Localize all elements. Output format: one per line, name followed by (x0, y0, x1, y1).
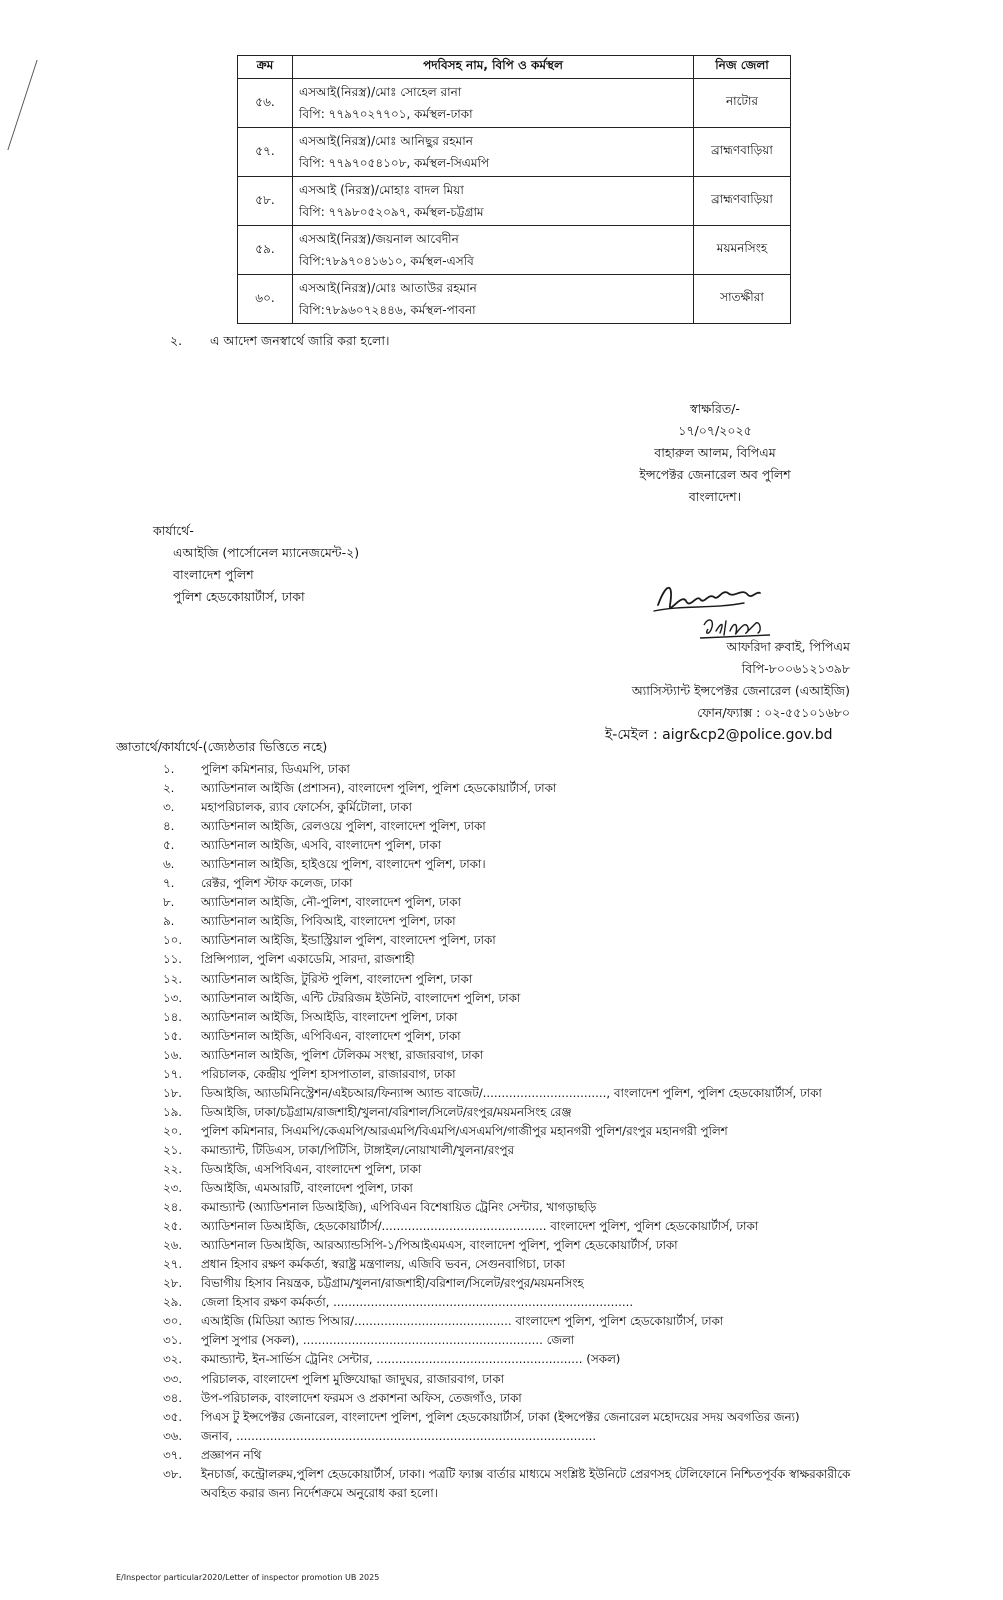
list-item-text: পুলিশ কমিশনার, ডিএমপি, ঢাকা (201, 762, 350, 776)
action-line: পুলিশ হেডকোয়ার্টার্স, ঢাকা (173, 589, 305, 604)
list-item-number: ২৮. (163, 1276, 183, 1291)
list-item-number: ৩. (163, 800, 175, 815)
row-serial: ৫৯. (238, 226, 293, 275)
list-item-number: ৩৩. (163, 1371, 183, 1386)
list-item (163, 1236, 881, 1255)
list-item-number: ৩৮. (163, 1466, 183, 1481)
signatory-name: বাহারুল আলম, বিপিএম (654, 445, 776, 460)
officer-designation: অ্যাসিস্ট্যান্ট ইন্সপেক্টর জেনারেল (এআইজি) (631, 683, 850, 698)
list-item (163, 1408, 881, 1427)
list-item-number: ১১. (163, 952, 183, 967)
table-row (238, 128, 791, 177)
list-item-number: ৮. (163, 895, 175, 910)
list-item (163, 1370, 881, 1389)
officer-bp: বিপি-৮০০৬১২১৩৯৮ (741, 661, 850, 676)
list-item-number: ১৩. (163, 990, 183, 1005)
list-item-number: ২৭. (163, 1257, 183, 1272)
promotion-table-container (237, 55, 791, 324)
signatory-country: বাংলাদেশ। (688, 489, 742, 504)
list-item-number: ২৪. (163, 1200, 183, 1215)
row-name: এসআই(নিরস্ত্র)/মোঃ আনিছুর রহমান (299, 134, 473, 148)
list-item (163, 989, 881, 1008)
table-row (238, 226, 791, 275)
list-item (163, 1198, 881, 1217)
list-item-text: অ্যাডিশনাল আইজি, নৌ-পুলিশ, বাংলাদেশ পুলিশ, ঢাকা (201, 895, 461, 910)
list-item-number: ৩৬. (163, 1428, 183, 1443)
list-item-number: ১৯. (163, 1104, 183, 1119)
row-name: এসআই (নিরস্ত্র)/মোহাঃ বাদল মিয়া (299, 183, 464, 197)
list-item-text: ডিআইজি, এসপিবিএন, বাংলাদেশ পুলিশ, ঢাকা (201, 1161, 422, 1176)
list-item-text: জনাব, ................................................................................................ (201, 1428, 597, 1443)
promotion-table (237, 55, 791, 324)
list-item (163, 912, 881, 931)
list-item-number: ২৯. (163, 1295, 183, 1310)
row-bp: বিপি:৭৮৯৭০৪১৬১০, কর্মস্থল-এসবি (299, 254, 474, 268)
list-item (163, 1446, 881, 1465)
list-item-text: পরিচালক, কেন্দ্রীয় পুলিশ হাসপাতাল, রাজারবাগ, ঢাকা (201, 1066, 456, 1081)
list-item-text: পিএস টু ইন্সপেক্টর জেনারেল, বাংলাদেশ পুলিশ, পুলিশ হেডকোয়ার্টার্স, ঢাকা (ইন্সপেক্টর জেনারেল মহোদয়ের সদয় অবগতির জন্য) (201, 1409, 800, 1424)
list-item (163, 1046, 881, 1065)
header-district: নিজ জেলা (694, 56, 791, 79)
list-item-text: অ্যাডিশনাল আইজি, সিআইডি, বাংলাদেশ পুলিশ, ঢাকা (201, 1009, 458, 1024)
row-district: ব্রাহ্মণবাড়িয়া (694, 128, 791, 177)
row-name-cell (293, 275, 694, 324)
handwritten-signature (652, 575, 802, 643)
row-district: সাতক্ষীরা (694, 275, 791, 324)
row-bp: বিপি:৭৮৯৬০৭২৪৪৬, কর্মস্থল-পাবনা (299, 303, 476, 317)
list-item (163, 1274, 881, 1293)
list-item (163, 1217, 881, 1236)
signed-marker: স্বাক্ষরিত/- (690, 401, 740, 416)
list-item-number: ৭. (163, 876, 175, 891)
header-serial: ক্রম (238, 56, 293, 79)
row-bp: বিপি: ৭৭৯৭০৫৪১০৮, কর্মস্থল-সিএমপি (299, 156, 490, 170)
row-serial: ৫৭. (238, 128, 293, 177)
list-item-number: ১৭. (163, 1066, 183, 1081)
list-item-text: পরিচালক, বাংলাদেশ পুলিশ মুক্তিযোদ্ধা জাদুঘর, রাজারবাগ, ঢাকা (201, 1371, 505, 1386)
distribution-heading: জ্ঞাতার্থে/কার্যার্থে-(জ্যেষ্ঠতার ভিত্তিতে নহে) (116, 739, 328, 754)
aig-officer-block (600, 636, 890, 746)
list-item-text: কমান্ড্যান্ট, টিডিএস, ঢাকা/পিটিসি, টাঙ্গাইল/নোয়াখালী/খুলনা/রংপুর (201, 1142, 514, 1157)
list-item-text: ডিআইজি, এমআরটি, বাংলাদেশ পুলিশ, ঢাকা (201, 1181, 413, 1196)
list-item-number: ৩০. (163, 1314, 183, 1329)
list-item-number: ১. (163, 762, 175, 776)
list-item (163, 817, 881, 836)
table-header-row (238, 56, 791, 79)
list-item (163, 1293, 881, 1312)
list-item-text: অ্যাডিশনাল আইজি, ইন্ডাস্ট্রিয়াল পুলিশ, বাংলাদেশ পুলিশ, ঢাকা (201, 933, 496, 948)
list-item-number: ১৫. (163, 1028, 183, 1043)
table-row (238, 177, 791, 226)
row-name: এসআই(নিরস্ত্র)/মোঃ আতাউর রহমান (299, 281, 477, 295)
signed-date: ১৭/০৭/২০২৫ (678, 423, 752, 438)
row-serial: ৬০. (238, 275, 293, 324)
list-item-text: অ্যাডিশনাল আইজি, রেলওয়ে পুলিশ, বাংলাদেশ পুলিশ, ঢাকা (201, 819, 486, 834)
action-label: কার্যার্থে- (153, 523, 194, 538)
officer-email: ই-মেইল : aigr&cp2@police.gov.bd (605, 727, 833, 743)
table-row (238, 275, 791, 324)
list-item-text: প্রধান হিসাব রক্ষণ কর্মকর্তা, স্বরাষ্ট্র মন্ত্রণালয়, এজিবি ভবন, সেগুনবাগিচা, ঢাকা (201, 1257, 566, 1272)
list-item (163, 1179, 881, 1198)
row-name-cell (293, 177, 694, 226)
list-item-text: অ্যাডিশনাল আইজি, পিবিআই, বাংলাদেশ পুলিশ, ঢাকা (201, 914, 456, 929)
list-item (163, 760, 881, 779)
list-item (163, 970, 881, 989)
list-item-text: ইনচার্জ, কন্ট্রোলরুম,পুলিশ হেডকোয়ার্টার্স, ঢাকা। পত্রটি ফ্যাক্স বার্তার মাধ্যমে সংশ্লিষ্ট ইউনিটে প্রেরণসহ টেলিফোনে নিশ্চিতপূর্বক স্বাক্ষরকারীকে অবহিত করার জন্য নির্দেশক্রমে অনুরোধ করা হলো। (201, 1466, 851, 1500)
action-recipient-block (153, 520, 359, 608)
list-item (163, 1312, 881, 1331)
list-item-text: কমান্ড্যান্ট (অ্যাডিশনাল ডিআইজি), এপিবিএন বিশেষায়িত ট্রেনিং সেন্টার, খাগড়াছড়ি (201, 1200, 597, 1215)
header-name: পদবিসহ নাম, বিপি ও কর্মস্থল (293, 56, 694, 79)
list-item (163, 950, 881, 969)
list-item-text: জেলা হিসাব রক্ষণ কর্মকর্তা, ................................................................................ (201, 1295, 634, 1310)
list-item-text: অ্যাডিশনাল আইজি, হাইওয়ে পুলিশ, বাংলাদেশ পুলিশ, ঢাকা। (201, 857, 486, 872)
list-item (163, 779, 881, 798)
list-item-number: ৫. (163, 838, 175, 853)
list-item-text: মহাপরিচালক, র‍্যাব ফোর্সেস, কুর্মিটোলা, ঢাকা (201, 800, 412, 815)
officer-phone: ফোন/ফ্যাক্স : ০২-৫৫১০১৬৮০ (697, 705, 850, 720)
row-name: এসআই(নিরস্ত্র)/মোঃ সোহেল রানা (299, 85, 462, 99)
order-number: ২. (170, 333, 183, 348)
list-item (163, 1065, 881, 1084)
igp-signature-block (590, 398, 840, 508)
list-item (163, 874, 881, 893)
list-item-text: অ্যাডিশনাল আইজি, এন্টি টেররিজম ইউনিট, বাংলাদেশ পুলিশ, ঢাকা (201, 990, 521, 1005)
list-item-number: ১৮. (163, 1085, 183, 1100)
list-item (163, 798, 881, 817)
list-item-number: ৩১. (163, 1333, 183, 1348)
list-item-number: ২১. (163, 1142, 183, 1157)
row-name-cell (293, 79, 694, 128)
list-item (163, 1465, 881, 1503)
list-item-text: উপ-পরিচালক, বাংলাদেশ ফরমস ও প্রকাশনা অফিস, তেজগাঁও, ঢাকা (201, 1390, 522, 1405)
list-item-text: প্রজ্ঞাপন নথি (201, 1447, 262, 1462)
list-item-text: অ্যাডিশনাল আইজি (প্রশাসন), বাংলাদেশ পুলিশ, পুলিশ হেডকোয়ার্টার্স, ঢাকা (201, 781, 557, 796)
distribution-list (163, 760, 881, 1503)
list-item (163, 1389, 881, 1408)
action-line: এআইজি (পার্সোনেল ম্যানেজমেন্ট-২) (173, 545, 360, 560)
list-item-text: প্রিন্সিপ্যাল, পুলিশ একাডেমি, সারদা, রাজশাহী (201, 952, 415, 967)
list-item-number: ৩২. (163, 1352, 183, 1367)
action-line: বাংলাদেশ পুলিশ (173, 567, 254, 582)
list-item-text: রেক্টর, পুলিশ স্টাফ কলেজ, ঢাকা (201, 876, 353, 891)
list-item-text: পুলিশ সুপার (সকল), ................................................................ জেলা (201, 1333, 575, 1348)
list-item-number: ৩৭. (163, 1447, 183, 1462)
list-item-text: অ্যাডিশনাল আইজি, এপিবিএন, বাংলাদেশ পুলিশ, ঢাকা (201, 1028, 461, 1043)
list-item-text: কমান্ড্যান্ট, ইন-সার্ভিস ট্রেনিং সেন্টার, ....................................................... (সকল) (201, 1352, 621, 1367)
list-item (163, 1331, 881, 1350)
row-serial: ৫৮. (238, 177, 293, 226)
list-item-text: অ্যাডিশনাল আইজি, এসবি, বাংলাদেশ পুলিশ, ঢাকা (201, 838, 441, 853)
list-item (163, 1350, 881, 1369)
list-item-number: ১৬. (163, 1047, 183, 1062)
list-item (163, 1084, 881, 1103)
list-item-number: ২০. (163, 1123, 183, 1138)
list-item-number: ৬. (163, 857, 175, 872)
list-item-text: অ্যাডিশনাল আইজি, পুলিশ টেলিকম সংস্থা, রাজারবাগ, ঢাকা (201, 1047, 484, 1062)
list-item-number: ৪. (163, 819, 175, 834)
list-item (163, 1122, 881, 1141)
list-item-text: অ্যাডিশনাল আইজি, টুরিস্ট পুলিশ, বাংলাদেশ পুলিশ, ঢাকা (201, 971, 473, 986)
list-item-text: ডিআইজি, অ্যাডমিনিস্ট্রেশন/এইচআর/ফিন্যান্স অ্যান্ড বাজেট/................................., বাংলাদেশ পুলিশ, পুলিশ হেডকোয়ার্টার্স, ঢাকা (201, 1085, 822, 1100)
list-item-text: অ্যাডিশনাল ডিআইজি, হেডকোয়ার্টার্স/............................................ বাংলাদেশ পুলিশ, পুলিশ হেডকোয়ার্টার্স, ঢাকা (201, 1219, 759, 1234)
list-item-number: ৯. (163, 914, 175, 929)
list-item-text: অ্যাডিশনাল ডিআইজি, আরঅ্যান্ডসিপি-১/পিআইএমএস, বাংলাদেশ পুলিশ, পুলিশ হেডকোয়ার্টার্স, ঢাকা (201, 1238, 678, 1253)
list-item-number: ১০. (163, 933, 183, 948)
list-item-number: ৩৫. (163, 1409, 183, 1424)
paper-fold-line (0, 60, 38, 150)
row-name-cell (293, 128, 694, 177)
list-item (163, 931, 881, 950)
list-item-number: ২৩. (163, 1181, 183, 1196)
list-item-text: বিভাগীয় হিসাব নিয়ন্ত্রক, চট্টগ্রাম/খুলনা/রাজশাহী/বরিশাল/সিলেট/রংপুর/ময়মনসিংহ (201, 1276, 584, 1291)
list-item-number: ২. (163, 781, 175, 796)
list-item-number: ১৪. (163, 1009, 183, 1024)
order-statement (170, 333, 389, 353)
list-item-number: ১২. (163, 971, 183, 986)
row-bp: বিপি: ৭৭৯৭০২৭৭০১, কর্মস্থল-ঢাকা (299, 107, 473, 121)
row-bp: বিপি: ৭৭৯৮০৫২০৯৭, কর্মস্থল-চট্টগ্রাম (299, 205, 484, 219)
list-item-number: ৩৪. (163, 1390, 183, 1405)
list-item-number: ২৬. (163, 1238, 183, 1253)
row-district: ময়মনসিংহ (694, 226, 791, 275)
order-text: এ আদেশ জনস্বার্থে জারি করা হলো। (209, 333, 390, 348)
list-item (163, 1103, 881, 1122)
list-item-number: ২২. (163, 1161, 183, 1176)
list-item-text: পুলিশ কমিশনার, সিএমপি/কেএমপি/আরএমপি/বিএমপি/এসএমপি/গাজীপুর মহানগরী পুলিশ/রংপুর মহানগরী পুলিশ (201, 1123, 728, 1138)
list-item-text: ডিআইজি, ঢাকা/চট্টগ্রাম/রাজশাহী/খুলনা/বরিশাল/সিলেট/রংপুর/ময়মনসিংহ রেঞ্জ (201, 1104, 572, 1119)
list-item (163, 1008, 881, 1027)
list-item-number: ২৫. (163, 1219, 183, 1234)
row-district: ব্রাহ্মণবাড়িয়া (694, 177, 791, 226)
row-name-cell (293, 226, 694, 275)
row-district: নাটোর (694, 79, 791, 128)
file-path-footer: E/Inspector particular2020/Letter of inspector promotion UB 2025 (116, 1573, 380, 1582)
list-item (163, 1255, 881, 1274)
officer-name: আফরিদা রুবাই, পিপিএম (726, 639, 850, 654)
table-row (238, 79, 791, 128)
row-serial: ৫৬. (238, 79, 293, 128)
list-item-text: এআইজি (মিডিয়া অ্যান্ড পিআর/.......................................... বাংলাদেশ পুলিশ, পুলিশ হেডকোয়ার্টার্স, ঢাকা (201, 1314, 724, 1329)
list-item (163, 893, 881, 912)
list-item (163, 836, 881, 855)
row-name: এসআই(নিরস্ত্র)/জয়নাল আবেদীন (299, 232, 459, 246)
list-item (163, 1141, 881, 1160)
list-item (163, 1027, 881, 1046)
list-item (163, 1427, 881, 1446)
list-item (163, 855, 881, 874)
signatory-title: ইন্সপেক্টর জেনারেল অব পুলিশ (639, 467, 791, 482)
list-item (163, 1160, 881, 1179)
